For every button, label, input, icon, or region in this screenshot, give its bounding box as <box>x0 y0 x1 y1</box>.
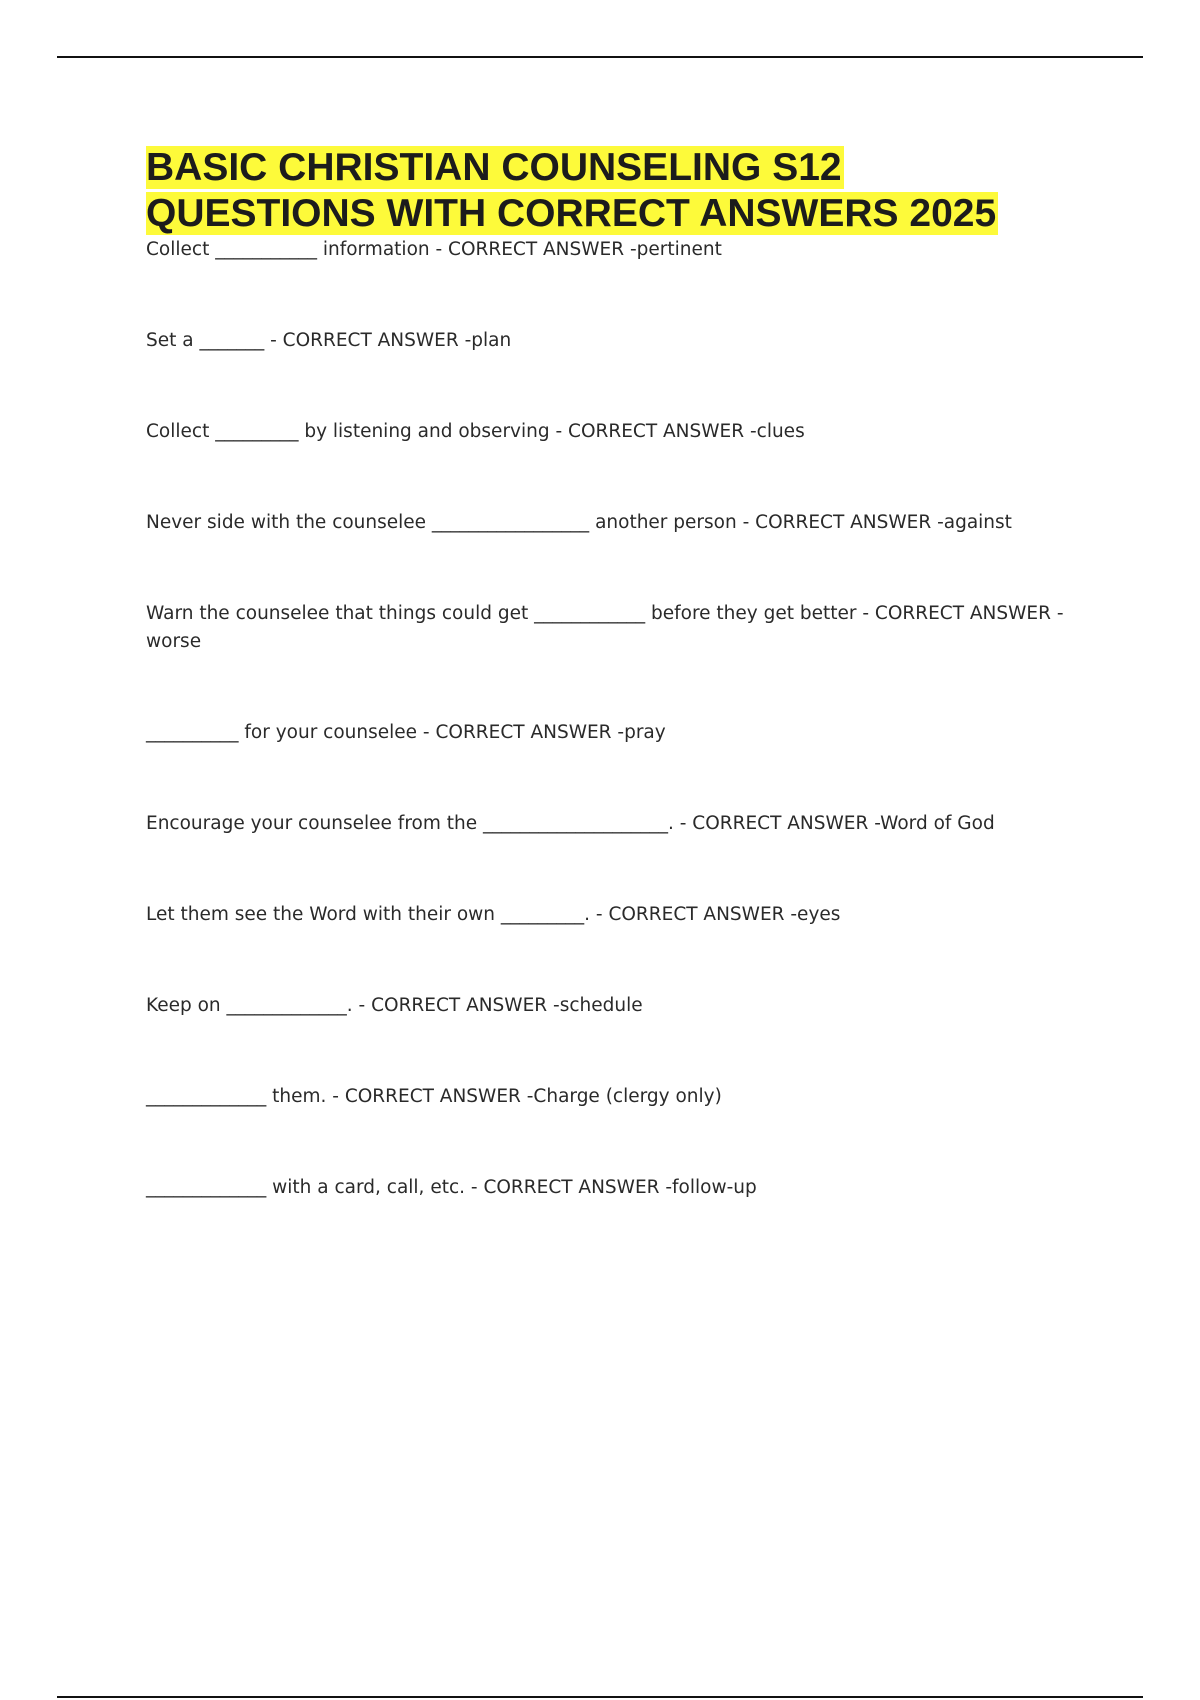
qa-item: Encourage your counselee from the ____________________. - CORRECT ANSWER -Word of God <box>146 813 995 834</box>
qa-item: _____________ them. - CORRECT ANSWER -Charge (clergy only) <box>146 1086 722 1107</box>
qa-item: Never side with the counselee _________________ another person - CORRECT ANSWER -against <box>146 512 1012 533</box>
qa-item: Collect ___________ information - CORRECT ANSWER -pertinent <box>146 239 722 260</box>
qa-item: Let them see the Word with their own _________. - CORRECT ANSWER -eyes <box>146 904 841 925</box>
qa-item: _____________ with a card, call, etc. - CORRECT ANSWER -follow-up <box>146 1177 757 1198</box>
top-rule <box>57 56 1143 58</box>
bottom-rule <box>57 1696 1143 1698</box>
qa-item: Warn the counselee that things could get ____________ before they get better - CORRECT ANSWER - worse <box>146 603 1064 652</box>
qa-item: __________ for your counselee - CORRECT ANSWER -pray <box>146 722 666 743</box>
qa-item: Collect _________ by listening and observing - CORRECT ANSWER -clues <box>146 421 805 442</box>
title-line-2: QUESTIONS WITH CORRECT ANSWERS 2025 <box>146 192 997 235</box>
title-line-1: BASIC CHRISTIAN COUNSELING S12 <box>146 146 842 189</box>
qa-item: Set a _______ - CORRECT ANSWER -plan <box>146 330 512 351</box>
document-title <box>146 145 998 237</box>
qa-item: Keep on _____________. - CORRECT ANSWER -schedule <box>146 995 643 1016</box>
